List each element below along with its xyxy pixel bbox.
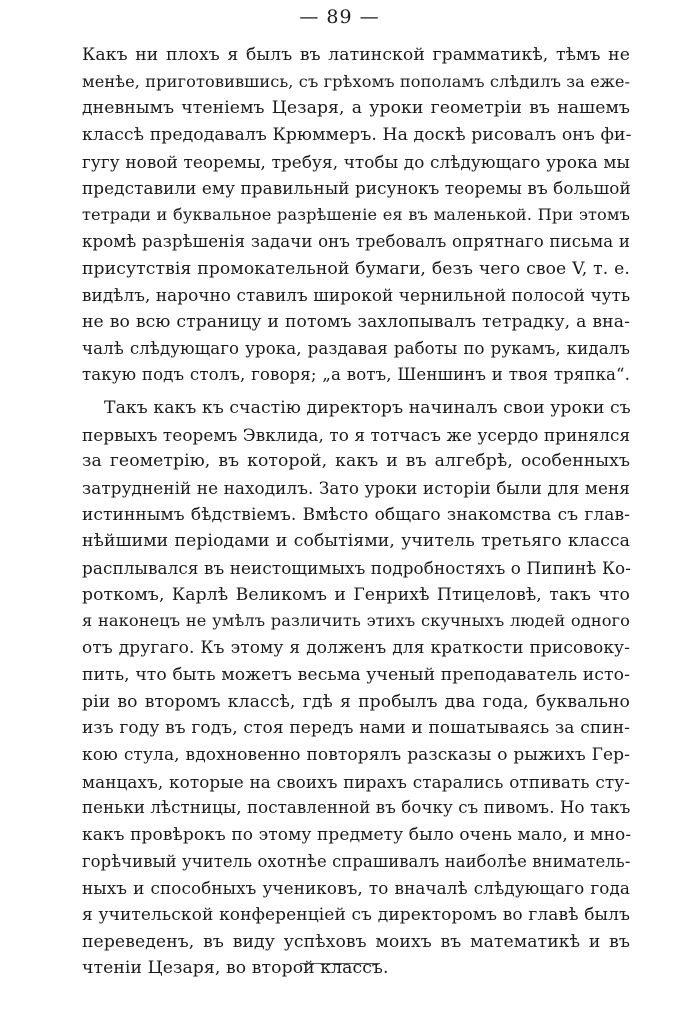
text-line: чтеніи Цезаря, во второй классъ. [82,958,389,979]
text-line: ныхъ и способныхъ учениковъ, то вначалѣ слѣдующаго года [82,878,630,899]
text-line: манцахъ, которые на своихъ пирахъ старались отпивать сту- [82,771,630,792]
text-line: горѣчивый учитель охотнѣе спрашивалъ наиболѣе вниматель- [82,851,631,871]
text-line: нѣйшими періодами и событіями, учитель третьяго класса [82,531,630,552]
text-line: чалѣ слѣдующаго урока, раздавая работы по рукамъ, кидалъ [82,338,630,358]
text-line: истиннымъ бѣдствіемъ. Вмѣсто общаго знакомства съ глав- [82,504,630,525]
text-line: кромѣ разрѣшенія задачи онъ требовалъ опрятнаго письма и [82,231,630,251]
body-text [82,42,630,982]
text-line: затрудненій не находилъ. Зато уроки исторіи были для меня [82,478,630,498]
text-line: классѣ предодавалъ Крюммеръ. На доскѣ рисовалъ онъ фи- [82,125,632,146]
text-line: Какъ ни плохъ я былъ въ латинской грамматикѣ, тѣмъ не [82,45,630,65]
paragraph-1 [82,42,630,389]
page-number: — 89 — [299,6,380,28]
text-line: пить, что быть можетъ весьма ученый преподаватель исто- [82,664,630,685]
text-line: представили ему правильный рисунокъ теоремы въ большой [82,178,631,199]
text-line: видѣлъ, нарочно ставилъ широкой чернильной полосой чуть [82,285,631,306]
text-line: ріи во второмъ классѣ, гдѣ я пробылъ два года, буквально [82,691,630,712]
text-line: я наконецъ не умѣлъ различить этихъ скучныхъ людей одного [82,611,630,631]
text-line: менѣе, приготовившись, съ грѣхомъ пополамъ слѣдилъ за еже- [82,71,631,91]
text-line: за геометрію, въ которой, какъ и въ алгебрѣ, особенныхъ [82,451,630,472]
paragraph-2 [82,395,630,982]
footer-rule [300,963,380,964]
text-line: не во всю страницу и потомъ захлопывалъ тетрадку, а вна- [82,311,630,332]
text-line: Такъ какъ къ счастію директоръ начиналъ свои уроки съ [104,397,631,418]
text-line: кою стула, вдохновенно повторялъ разсказы о рыжихъ Гер- [82,744,630,765]
text-line: роткомъ, Карлѣ Великомъ и Генрихѣ Птицеловѣ, такъ что [82,584,630,605]
text-line: тетради и буквальное разрѣшеніе ея въ маленькой. При этомъ [82,205,630,225]
text-line: гугу новой теоремы, требуя, чтобы до слѣдующаго урока мы [82,151,630,172]
text-line: присутствія промокательной бумаги, безъ чего свое V, т. е. [82,258,630,279]
text-line: отъ другаго. Къ этому я долженъ для краткости присовоку- [82,638,630,659]
text-line: расплывался въ неистощимыхъ подробностяхъ о Пипинѣ Ко- [82,558,632,579]
text-line: пеньки лѣстницы, поставленной въ бочку съ пивомъ. Но такъ [82,798,631,818]
text-line: первыхъ теоремъ Эвклида, то я тотчасъ же усердо принялся [82,424,631,445]
text-line: изъ году въ годъ, стоя передъ нами и пошатываясь за спин- [82,718,630,739]
text-line: какъ провѣрокъ по этому предмету было очень мало, и мно- [82,824,632,845]
text-line: переведенъ, въ виду успѣховъ моихъ въ математикѣ и въ [82,931,630,952]
text-line: я учительской конференціей съ директоромъ во главѣ былъ [82,905,630,925]
text-line: дневнымъ чтеніемъ Цезаря, а уроки геометріи въ нашемъ [82,98,630,119]
text-line: такую подъ столъ, говоря; „а вотъ, Шеншинъ и твоя тряпка“. [82,365,630,385]
